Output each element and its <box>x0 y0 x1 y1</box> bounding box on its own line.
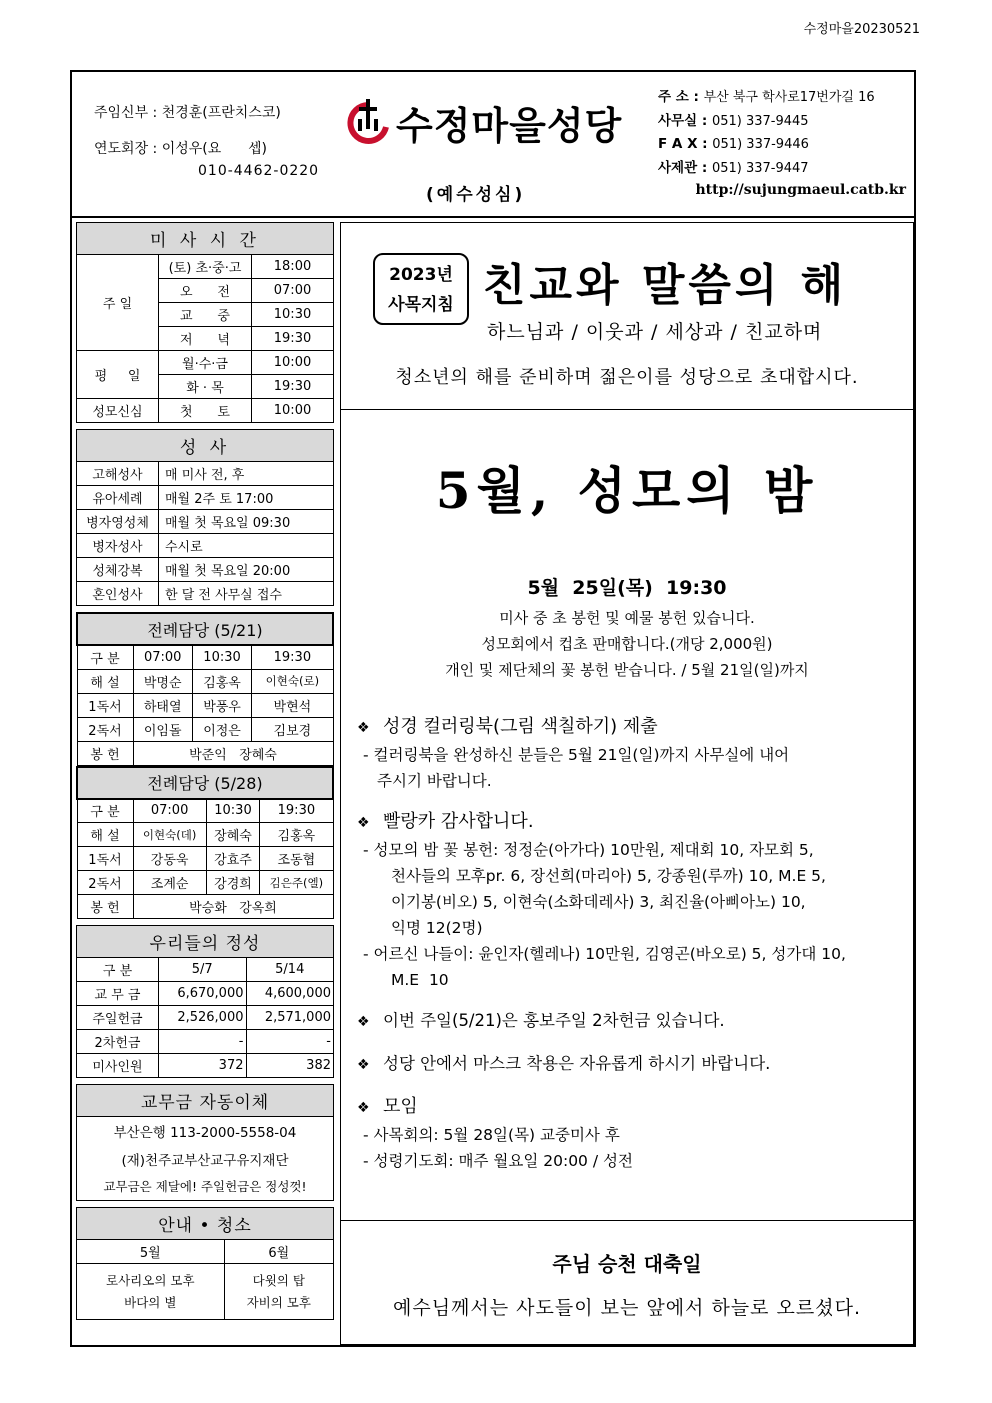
sacraments-title: 성 사 <box>77 430 334 462</box>
notice-thanks: ❖ 빨랑카 감사합니다. - 성모의 밤 꽃 봉헌: 정정순(아가다) 10만원, 제대회 10, 자모회 5, 천사들의 모후pr. 6, 장선희(마리아) 5, 강종원(루까) 10, M.E 5, 이기봉(비오) 5, 이현숙(소화데레사) 3, 최진율(아삐아노) 10, 익명 12(2명) - 어르신 나들이: 윤인자(헬레나) 10만원, 김영곤(바오로) 5, 성가대 10, M.E 10 <box>357 811 846 989</box>
diamond-bullet-icon: ❖ <box>357 1014 370 1030</box>
table-row: 교 중 10:30 <box>77 303 334 327</box>
account-holder: (재)천주교부산교구유지재단 <box>77 1145 334 1173</box>
notice-meetings: ❖ 모임 - 사목회의: 5월 28일(목) 교중미사 후 - 성령기도회: 매주 월요일 20:00 / 성전 <box>357 1096 633 1170</box>
table-row: 구 분 5/7 5/14 <box>77 958 334 982</box>
contact-fax: F A X : 051) 337-9446 <box>658 136 809 152</box>
church-cross-icon <box>346 97 390 147</box>
announcements <box>341 411 913 1221</box>
table-row: 봉 헌 박승화 강옥희 <box>77 895 333 919</box>
table-row: 2독서 이임돌 이정은 김보경 <box>77 717 333 741</box>
transfer-note: 교무금은 제달에! 주일헌금은 정성껏! <box>77 1173 334 1201</box>
header <box>72 72 914 218</box>
mass-schedule-table <box>76 222 334 423</box>
table-row: 성체강복 매월 첫 목요일 20:00 <box>77 558 334 582</box>
weekday-label: 평 일 <box>77 351 159 399</box>
feast-footer <box>341 1222 913 1344</box>
contact-address: 주 소 : 부산 북구 학사로17번가길 16 <box>658 89 875 105</box>
table-row <box>77 1145 334 1173</box>
marian-label: 성모신심 <box>77 399 159 423</box>
contact-info <box>658 86 875 180</box>
bank-account: 부산은행 113-2000-5558-04 <box>77 1117 334 1145</box>
main-content <box>340 222 914 1345</box>
table-row: 교 무 금 6,670,000 4,600,000 <box>77 982 334 1006</box>
table-row: 주 일 (토) 초·중·고 18:00 <box>77 255 334 279</box>
cleaning-table <box>76 1207 334 1320</box>
event-details: 미사 중 초 봉헌 및 예물 봉헌 있습니다. 성모회에서 컵초 판매합니다.(개당 2,000원) 개인 및 제단체의 꽃 봉헌 받습니다. / 5월 21일(일)까지 <box>445 609 809 679</box>
church-url[interactable]: http://sujungmaeul.catb.kr <box>695 182 906 198</box>
notice-coloring: ❖ 성경 컬러링북(그림 색칠하기) 제출 - 컬러링북을 완성하신 분들은 5월 21일(일)까지 사무실에 내어 주시기 바랍니다. <box>357 716 790 790</box>
table-row: 2차헌금 - - <box>77 1030 334 1054</box>
notice-second-collection: ❖ 이번 주일(5/21)은 홍보주일 2차헌금 있습니다. <box>357 1007 907 1036</box>
auto-transfer-table <box>76 1084 334 1201</box>
sunday-label: 주 일 <box>77 255 159 351</box>
liturgy-table-0521 <box>76 612 334 766</box>
table-row: 봉 헌 박준익 장혜숙 <box>77 741 333 765</box>
sacraments-table <box>76 429 334 606</box>
diamond-bullet-icon: ❖ <box>357 1057 370 1073</box>
table-row: 2독서 조계순 강경희 김은주(엘) <box>77 871 333 895</box>
offerings-title: 우리들의 정성 <box>77 926 334 958</box>
table-row: 해 설 박명순 김홍옥 이현숙(로) <box>77 669 333 693</box>
table-row: 혼인성사 한 달 전 사무실 접수 <box>77 582 334 606</box>
mass-title: 미 사 시 간 <box>77 223 334 255</box>
document-id: 수정마을20230521 <box>803 22 920 37</box>
table-row: 로사리오의 모후 바다의 별 다윗의 탑 자비의 모후 <box>77 1264 334 1320</box>
sidebar <box>76 222 334 1326</box>
contact-rectory: 사제관 : 051) 337-9447 <box>658 159 809 176</box>
table-row <box>77 1117 334 1145</box>
table-row: 5월 6월 <box>77 1240 334 1264</box>
clergy-info <box>94 102 319 182</box>
table-row: 미사인원 372 382 <box>77 1054 334 1078</box>
chair-phone: 010-4462-0220 <box>198 163 320 179</box>
liturgy-title-0521: 전례담당 (5/21) <box>77 613 333 645</box>
table-row: 평 일 월·수·금 10:00 <box>77 351 334 375</box>
diamond-bullet-icon: ❖ <box>357 815 370 831</box>
liturgy-title-0528: 전례담당 (5/28) <box>77 767 333 799</box>
church-name: 수정마을성당 <box>396 103 623 148</box>
table-row: 병자영성체 매월 첫 목요일 09:30 <box>77 510 334 534</box>
table-row: 고해성사 매 미사 전, 후 <box>77 462 334 486</box>
pastoral-theme <box>341 223 913 410</box>
event-title: 5월, 성모의 밤 <box>435 461 819 520</box>
diamond-bullet-icon: ❖ <box>357 720 370 736</box>
theme-line: 청소년의 해를 준비하며 젊은이를 성당으로 초대합시다. <box>395 367 859 388</box>
table-row <box>77 1173 334 1201</box>
table-row: 1독서 하태열 박풍우 박현석 <box>77 693 333 717</box>
pastor-name: 주임신부 : 천경훈(프란치스코) <box>94 105 281 121</box>
cleaning-title: 안내 • 청소 <box>77 1208 334 1240</box>
table-row: 구 분 07:00 10:30 19:30 <box>77 799 333 823</box>
feast-title: 주님 승천 대축일 <box>552 1252 702 1276</box>
year-badge: 2023년 사목지침 <box>373 253 469 325</box>
feast-text: 예수님께서는 사도들이 보는 앞에서 하늘로 오르셨다. <box>392 1297 862 1319</box>
church-logo <box>346 92 622 152</box>
notice-list <box>357 713 907 1188</box>
table-row: 저 녁 19:30 <box>77 327 334 351</box>
theme-title: 친교와 말씀의 해 <box>483 260 848 311</box>
diamond-bullet-icon: ❖ <box>357 1100 370 1116</box>
table-row: 병자성사 수시로 <box>77 534 334 558</box>
table-row: 성모신심 첫 토 10:00 <box>77 399 334 423</box>
contact-office: 사무실 : 051) 337-9445 <box>658 112 809 129</box>
table-row: 주일헌금 2,526,000 2,571,000 <box>77 1006 334 1030</box>
church-motto: (예수성심) <box>426 185 526 205</box>
table-row: 구 분 07:00 10:30 19:30 <box>77 645 333 669</box>
table-row: 유아세례 매월 2주 토 17:00 <box>77 486 334 510</box>
theme-subtitle: 하느님과 / 이웃과 / 세상과 / 친교하며 <box>487 321 823 343</box>
offerings-table <box>76 925 334 1078</box>
chair-name: 연도회장 : 이성우(요 셉) <box>94 141 267 157</box>
table-row: 1독서 강동욱 강효주 조동협 <box>77 847 333 871</box>
bulletin-frame <box>70 70 916 1347</box>
liturgy-table-0528 <box>76 766 334 920</box>
transfer-title: 교무금 자동이체 <box>77 1085 334 1117</box>
table-row: 해 설 이현숙(데) 장혜숙 김홍옥 <box>77 823 333 847</box>
notice-mask: ❖ 성당 안에서 마스크 착용은 자유롭게 하시기 바랍니다. <box>357 1050 907 1079</box>
event-date: 5월 25일(목) 19:30 <box>527 577 727 599</box>
table-row: 오 전 07:00 <box>77 279 334 303</box>
table-row: 화 · 목 19:30 <box>77 375 334 399</box>
